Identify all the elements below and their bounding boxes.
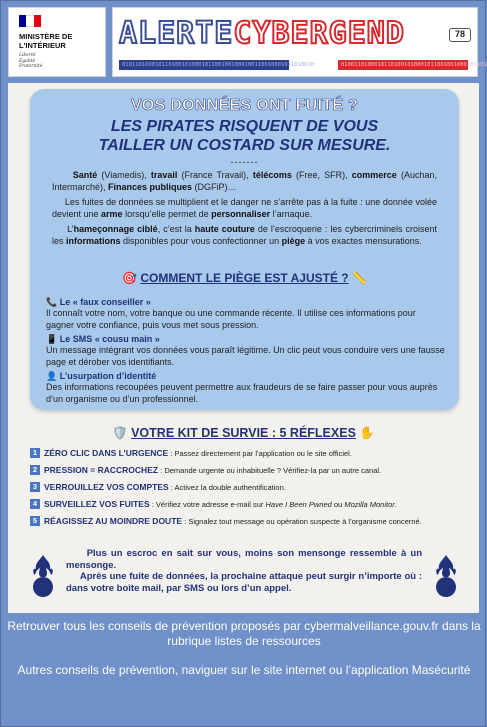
phishing-paragraph: L’hameçonnage ciblé, c’est la haute couture de l’escroquerie : les cybercriminels croisent les informations disponibles pour vous confectionner un piège à vos exactes mensurations. xyxy=(52,224,437,246)
footer xyxy=(1,619,487,692)
reflex-item: 3 VERROUILLEZ VOS COMPTES : Activez la double authentification. xyxy=(30,482,460,493)
survival-kit-heading: 🛡️ VOTRE KIT DE SURVIE : 5 RÉFLEXES ✋ xyxy=(112,426,375,440)
trap-heading: 🎯 COMMENT LE PIÈGE EST AJUSTÉ ? 📏 xyxy=(122,271,367,285)
reflex-item: 5 RÉAGISSEZ AU MOINDRE DOUTE : Signalez tout message ou opération suspecte à l’organisme concerné. xyxy=(30,516,460,527)
republic-motto: Liberté Égalité Fraternité xyxy=(19,53,43,69)
closing-quote: Plus un escroc en sait sur vous, moins son mensonge ressemble à un mensonge. Après une fuite de données, la prochaine attaque peut surgir n’importe où : dans votre boîte mail, par SMS ou lors d’un appel. xyxy=(66,548,422,594)
leak-subtitle: LES PIRATES RISQUENT DE VOUS TAILLER UN COSTARD SUR MESURE. xyxy=(98,118,391,154)
ministry-logo xyxy=(8,7,106,77)
reflex-item: 4 SURVEILLEZ VOS FUITES : Vérifiez votre adresse e-mail sur Have I Been Pwned ou Mozilla Monitor. xyxy=(30,499,460,510)
issue-number: 78 xyxy=(449,28,471,42)
alerte-cybergend-banner xyxy=(112,7,487,77)
binary-strip-left: 0101101000101101001010001011001001000100110010001011010010 xyxy=(119,60,289,70)
phone-icon: 📞 xyxy=(46,297,58,307)
person-icon: 👤 xyxy=(46,371,58,381)
banner-title: ALERTECYBERGEND xyxy=(119,16,405,51)
mobile-phone-icon: 📱 xyxy=(46,334,58,344)
shield-icon: 🛡️ xyxy=(112,426,128,440)
binary-strip-right: 01001101000101101001010001011001001000101101 xyxy=(338,60,468,70)
sectors-paragraph: Santé (Viamedis), travail (France Travail), télécoms (Free, SFR), commerce (Auchan, Intermarché), Finances publiques (DGFiP)… xyxy=(52,170,437,192)
footer-resources-text: Retrouver tous les conseils de prévention proposés par cybermalveillance.gouv.fr dans la rubrique listes de ressources xyxy=(7,619,481,648)
reflex-item: 1 ZÉRO CLIC DANS L’URGENCE : Passez directement par l’application ou le site officiel. xyxy=(30,448,460,459)
marianne-flag-icon xyxy=(19,15,41,27)
fake-advisor-heading: 📞 Le « faux conseiller » xyxy=(46,297,151,307)
content-sheet xyxy=(8,83,479,613)
ministry-name: MINISTÈRE DE L'INTÉRIEUR xyxy=(19,32,73,50)
reflex-item: 2 PRESSION = RACCROCHEZ : Demande urgente ou inhabituelle ? Vérifiez-la par un autre canal. xyxy=(30,465,460,476)
gendarmerie-grenade-icon xyxy=(30,553,56,599)
sms-text: Un message intégrant vos données vous paraît légitime. Un clic peut vous conduire vers une fausse page et dérober vos identifiants. xyxy=(46,345,445,367)
target-icon: 🎯 xyxy=(122,271,138,285)
sms-heading: 📱 Le SMS « cousu main » xyxy=(46,334,160,344)
identity-theft-text: Des informations recoupées peuvent permettre aux fraudeurs de se faire passer pour vous auprès d’un organisme ou d’un professionnel. xyxy=(46,382,438,404)
leak-title: VOS DONNÉES ONT FUITÉ ? xyxy=(130,97,359,114)
ruler-icon: 📏 xyxy=(351,271,367,285)
identity-theft-heading: 👤 L’usurpation d’identité xyxy=(46,371,157,381)
separator: ------- xyxy=(230,157,259,167)
danger-paragraph: Les fuites de données se multiplient et le danger ne s’arrête pas à la fuite : une donnée volée devient une arme lorsqu’elle permet de personnaliser l’arnaque. xyxy=(52,197,437,219)
data-leak-panel xyxy=(30,89,459,410)
fake-advisor-text: Il connaît votre nom, votre banque ou une commande récente. Il utilise ces informations pour gagner votre confiance, puis vous met sous pression. xyxy=(46,308,416,330)
footer-app-text: Autres conseils de prévention, naviguer sur le site internet ou l’application Masécurité xyxy=(17,663,471,677)
raised-hand-icon: ✋ xyxy=(359,426,375,440)
gendarmerie-grenade-icon xyxy=(433,553,459,599)
